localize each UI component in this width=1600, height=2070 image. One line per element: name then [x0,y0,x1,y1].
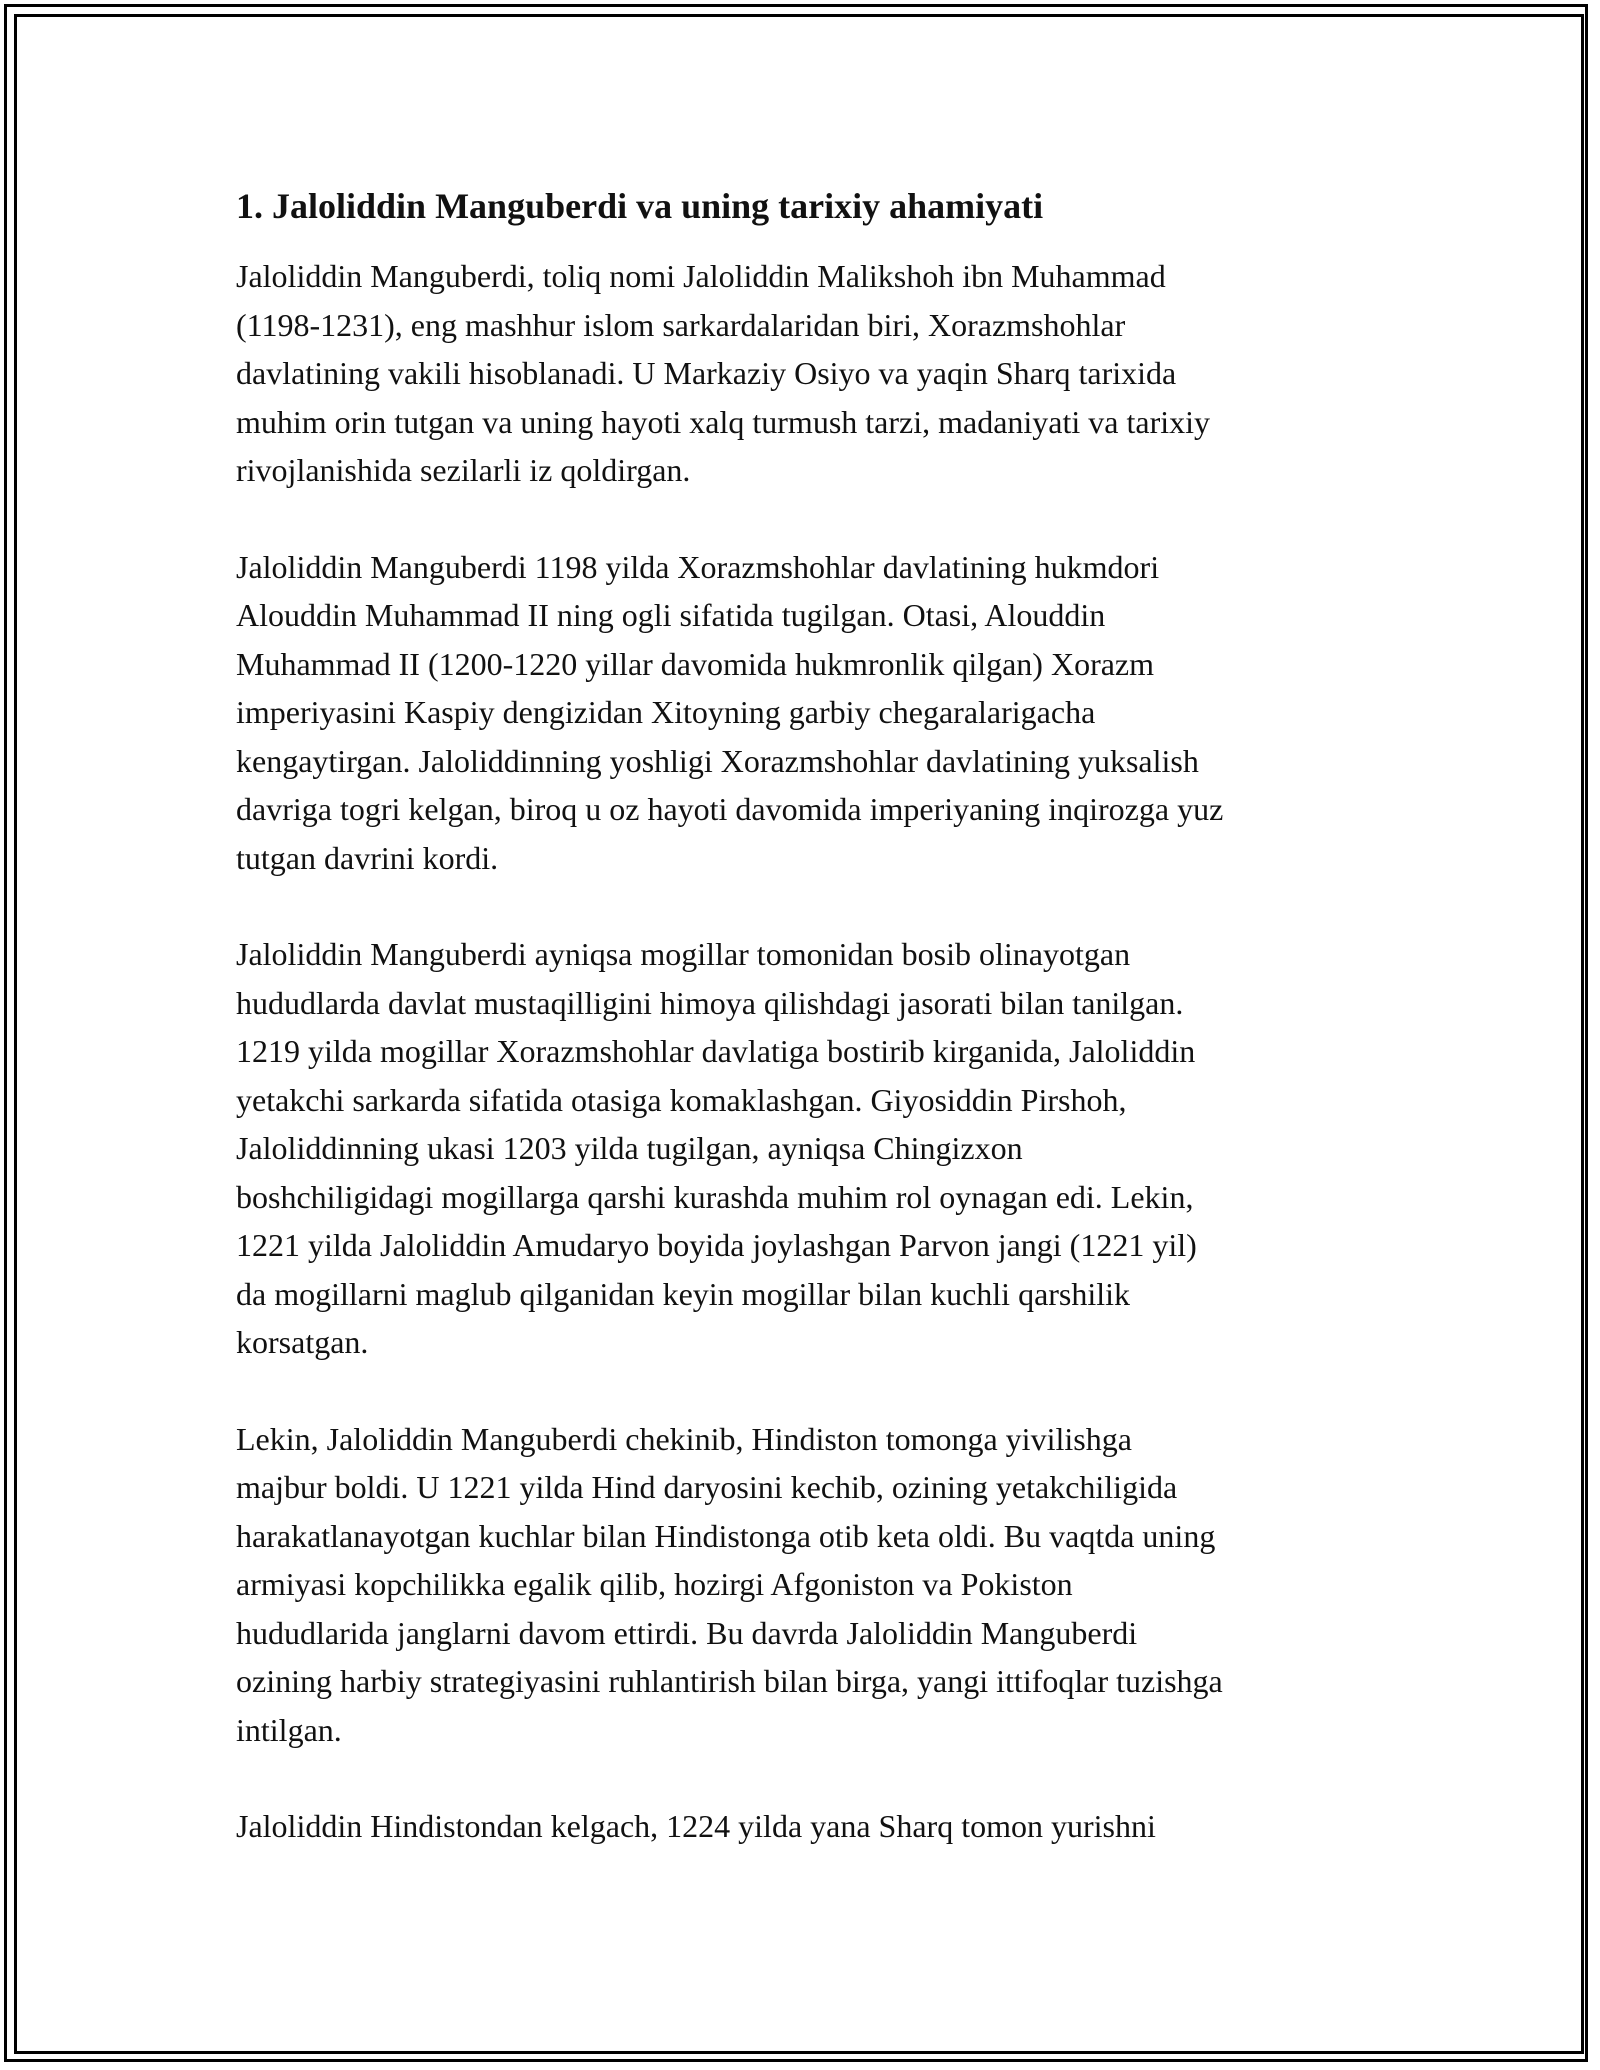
paragraph-birth: Jaloliddin Manguberdi 1198 yilda Xorazmshohlar davlatining hukmdori Alouddin Muhammad II ning ogli sifatida tugilgan. Otasi, Alouddin Muhammad II (1200-1220 yillar davomida hukmronlik qilgan) Xorazm imperiyasini Kaspiy dengizidan Xitoyning garbiy chegaralarigacha kengaytirgan. Jaloliddinning yoshligi Xorazmshohlar davlatining yuksalish davriga togri kelgan, biroq u oz hayoti davomida imperiyaning inqirozga yuz tutgan davrini kordi. [236,548,1224,876]
paragraph-mongol-resistance: Jaloliddin Manguberdi ayniqsa mogillar tomonidan bosib olinayotgan hududlarda davlat mustaqilligini himoya qilishdagi jasorati bilan tanilgan. 1219 yilda mogillar Xorazmshohlar davlatiga bostirib kirganida, Jaloliddin yetakchi sarkarda sifatida otasiga komaklashgan. Giyosiddin Pirshoh, Jaloliddinning ukasi 1203 yilda tugilgan, ayniqsa Chingizxon boshchiligidagi mogillarga qarshi kurashda muhim rol oynagan edi. Lekin, 1221 yilda Jaloliddin Amudaryo boyida joylashgan Parvon jangi (1221 yil) da mogillarni maglub qilganidan keyin mogillar bilan kuchli qarshilik korsatgan. [236,936,1197,1360]
paragraph-intro: Jaloliddin Manguberdi, toliq nomi Jaloliddin Malikshoh ibn Muhammad (1198-1231), eng mashhur islom sarkardalaridan biri, Xorazmshohlar davlatining vakili hisoblanadi. U Markaziy Osiyo va yaqin Sharq tarixida muhim orin tutgan va uning hayoti xalq turmush tarzi, madaniyati va tarixiy rivojlanishida sezilarli iz qoldirgan. [236,258,1211,488]
paragraph-return: Jaloliddin Hindistondan kelgach, 1224 yilda yana Sharq tomon yurishni [236,1808,1156,1844]
section-heading: 1. Jaloliddin Manguberdi va uning tarixiy ahamiyati [236,186,1044,226]
paragraph-india-retreat: Lekin, Jaloliddin Manguberdi chekinib, Hindiston tomonga yivilishga majbur boldi. U 1221 yilda Hind daryosini kechib, ozining yetakchiligida harakatlanayotgan kuchlar bilan Hindistonga otib keta oldi. Bu vaqtda uning armiyasi kopchilikka egalik qilib, hozirgi Afgoniston va Pokiston hududlarida janglarni davom ettirdi. Bu davrda Jaloliddin Manguberdi ozining harbiy strategiyasini ruhlantirish bilan birga, yangi ittifoqlar tuzishga intilgan. [236,1420,1223,1748]
document-body [236,182,1386,1899]
